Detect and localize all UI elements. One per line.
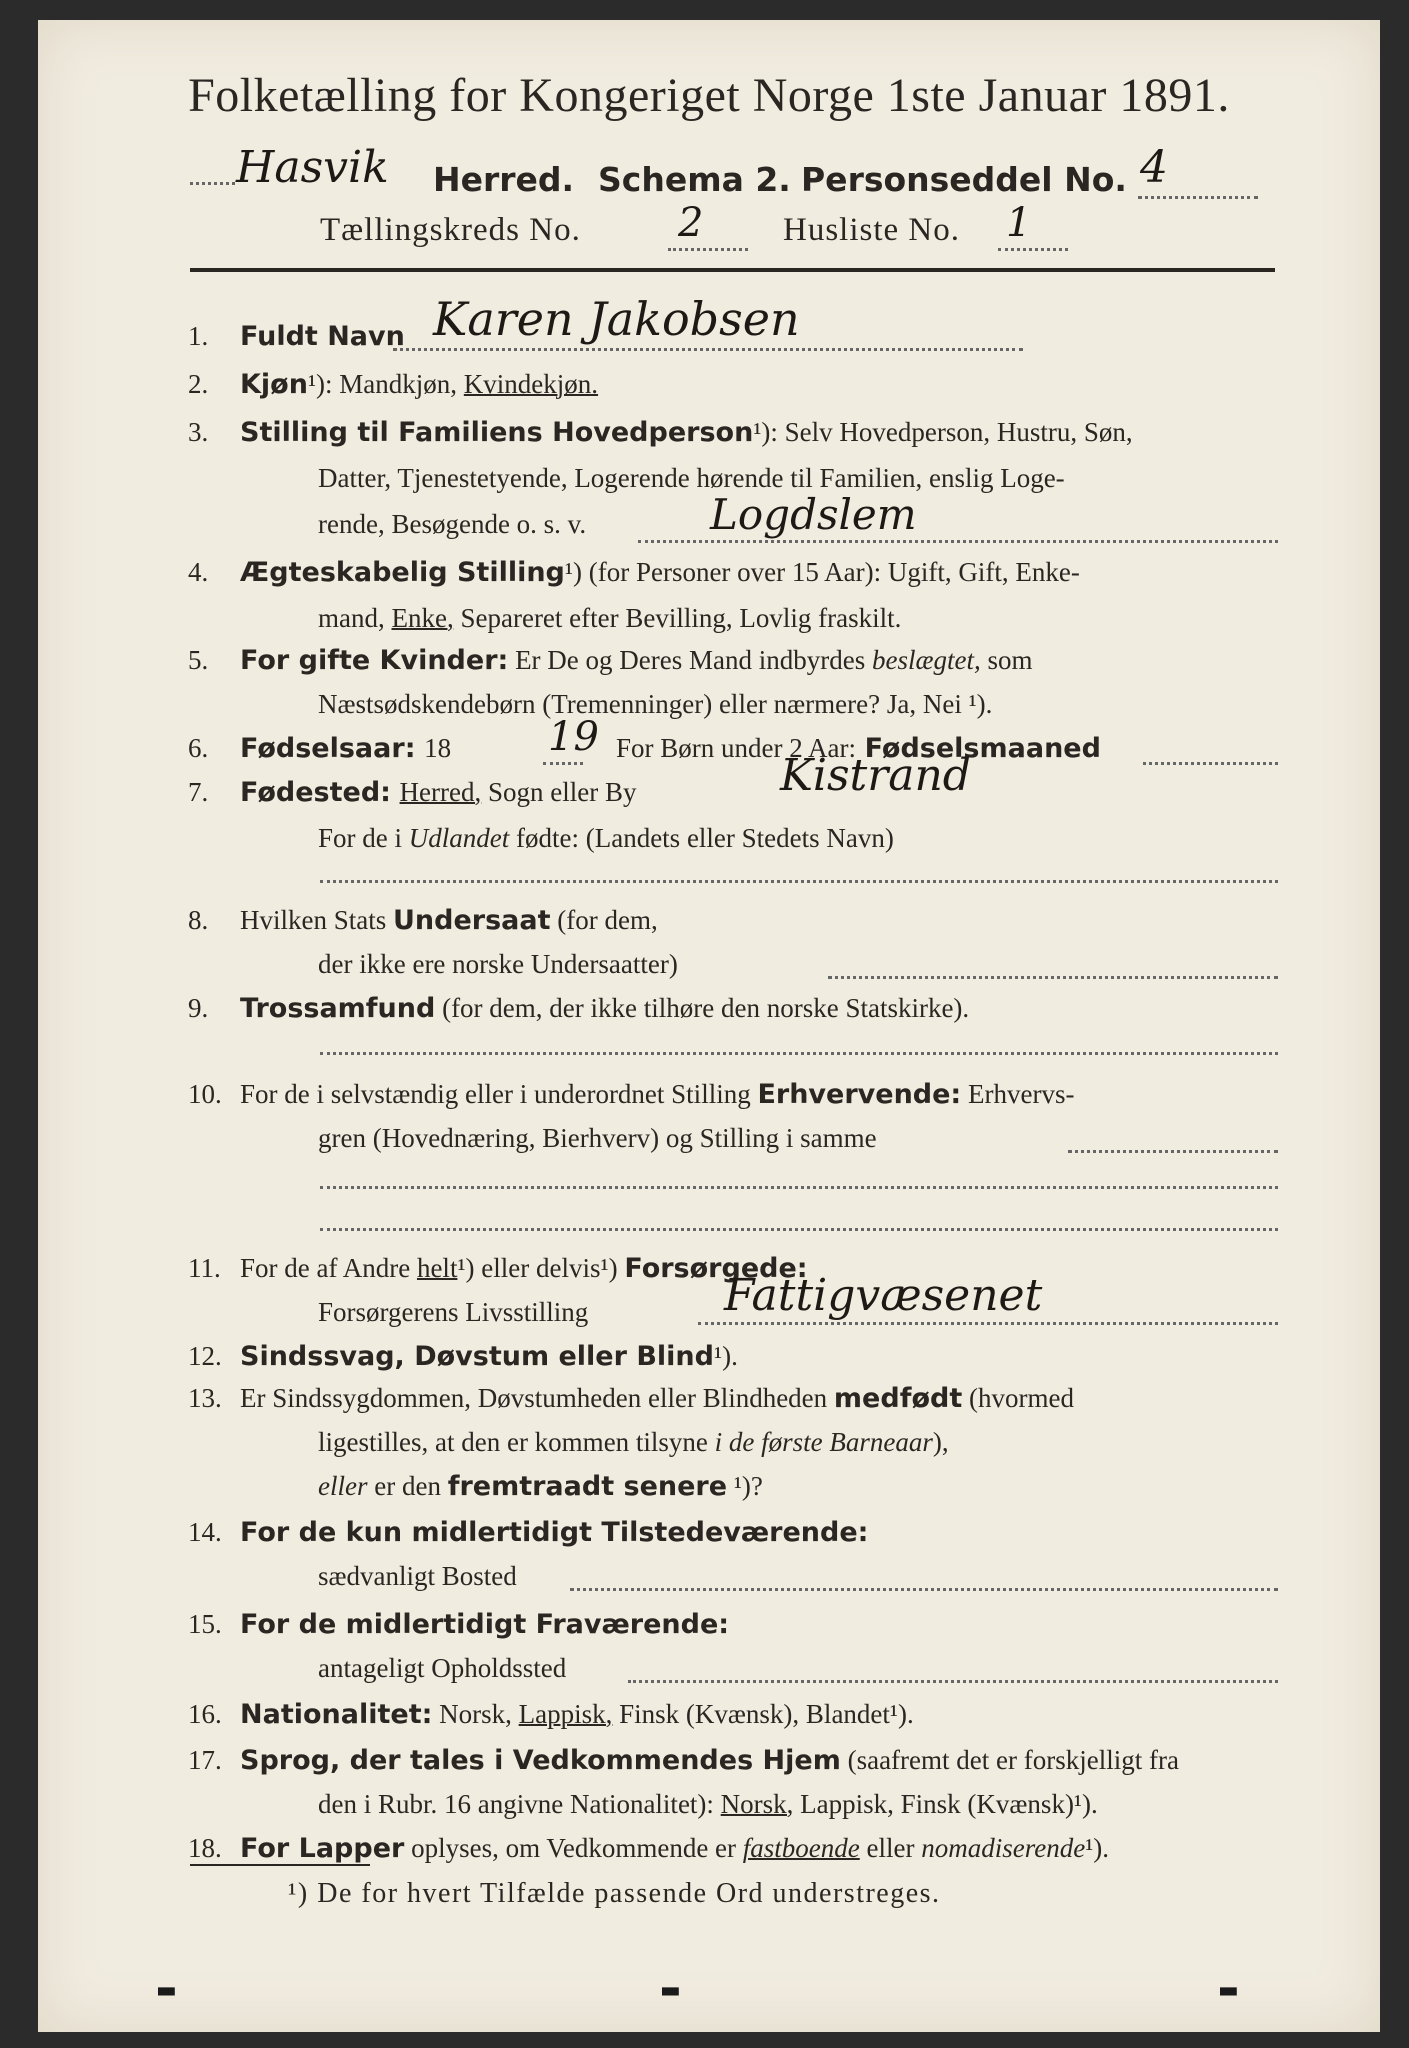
question-6: 6. Fødselsaar: 18: [188, 733, 452, 764]
question-5: 5. For gifte Kvinder: Er De og Deres Mand indbyrdes beslægtet, som: [188, 645, 1033, 676]
question-13-line3: eller er den fremtraadt senere ¹)?: [318, 1471, 763, 1502]
census-form: [38, 20, 1380, 2032]
question-2: 2. Kjøn¹): Mandkjøn, Kvindekjøn.: [188, 369, 599, 400]
question-10-line2: gren (Hovednæring, Bierhverv) og Stilling i samme: [318, 1123, 877, 1153]
question-12: 12. Sindssvag, Døvstum eller Blind¹).: [188, 1341, 738, 1372]
personseddel-label: Personseddel No.: [801, 160, 1127, 199]
birthplace-answer: Kistrand: [780, 750, 971, 801]
question-10: 10. For de i selvstændig eller i underordnet Stilling Erhvervende: Erhvervs-: [188, 1079, 1075, 1110]
birth-year-dotted-line: [543, 760, 583, 765]
husliste-label: Husliste No.: [783, 212, 960, 248]
occupation-dotted-line-1: [1068, 1148, 1278, 1153]
position-answer: Logdslem: [710, 490, 917, 539]
question-15-line2: antageligt Opholdssted: [318, 1653, 567, 1683]
question-8: 8. Hvilken Stats Undersaat (for dem,: [188, 905, 658, 936]
question-3-line3: rende, Besøgende o. s. v.: [318, 509, 587, 539]
provider-answer: Fattigvæsenet: [724, 1270, 1043, 1321]
footnote: ¹) De for hvert Tilfælde passende Ord understreges.: [288, 1878, 941, 1909]
question-11-line2: Forsørgerens Livsstilling: [318, 1297, 589, 1327]
question-14-line2: sædvanligt Bosted: [318, 1561, 517, 1591]
birth-year-answer: 19: [548, 714, 599, 760]
herred-dotted-line: [190, 180, 235, 185]
question-14: 14. For de kun midlertidigt Tilstedeværende:: [188, 1517, 869, 1548]
binding-mark-right: ▬: [1218, 1978, 1239, 2003]
citizenship-dotted-line: [828, 974, 1278, 979]
question-13-line2: ligestilles, at den er kommen tilsyne i de første Barneaar),: [318, 1427, 949, 1457]
kreds-value: 2: [678, 200, 704, 246]
question-17-line2: den i Rubr. 16 angivne Nationalitet): Norsk, Lappisk, Finsk (Kvænsk)¹).: [318, 1789, 1098, 1819]
question-16: 16. Nationalitet: Norsk, Lappisk, Finsk (Kvænsk), Blandet¹).: [188, 1699, 914, 1730]
question-4: 4. Ægteskabelig Stilling¹) (for Personer over 15 Aar): Ugift, Gift, Enke-: [188, 557, 1080, 588]
whereabouts-dotted-line: [628, 1678, 1278, 1683]
question-9: 9. Trossamfund (for dem, der ikke tilhøre den norske Statskirke).: [188, 993, 970, 1024]
question-13: 13. Er Sindssygdommen, Døvstumheden eller Blindheden medfødt (hvormed: [188, 1383, 1074, 1414]
husliste-dotted-line: [998, 246, 1068, 251]
question-7: 7. Fødested: Herred, Sogn eller By: [188, 777, 637, 808]
form-title: Folketælling for Kongeriget Norge 1ste Januar 1891.: [188, 69, 1230, 122]
schema-label: Schema 2.: [598, 160, 791, 199]
provider-dotted-line: [698, 1320, 1278, 1325]
question-5-line2: Næstsødskendebørn (Tremenninger) eller nærmere? Ja, Nei ¹).: [318, 689, 993, 719]
question-4-line2: mand, Enke, Separeret efter Bevilling, Lovlig fraskilt.: [318, 603, 902, 633]
footnote-rule: [190, 1864, 370, 1866]
question-1: 1. Fuldt Navn: [188, 321, 405, 352]
binding-mark-center: ▬: [660, 1978, 681, 2003]
question-3: 3. Stilling til Familiens Hovedperson¹): Selv Hovedperson, Hustru, Søn,: [188, 417, 1133, 448]
name-dotted-line: [393, 346, 1023, 351]
personseddel-value: 4: [1140, 142, 1168, 193]
herred-label: Herred.: [433, 160, 575, 199]
binding-mark-left: ▬: [156, 1978, 177, 2003]
kreds-label: Tællingskreds No.: [320, 212, 581, 248]
position-dotted-line: [638, 538, 1278, 543]
occupation-dotted-line-2: [320, 1184, 1278, 1189]
question-6-infant: For Børn under 2 Aar: Fødselsmaaned: [616, 733, 1101, 764]
question-11: 11. For de af Andre helt¹) eller delvis¹) Forsørgede:: [188, 1253, 808, 1284]
question-18: 18. For Lapper oplyses, om Vedkommende er fastboende eller nomadiserende¹).: [188, 1833, 1110, 1864]
question-8-line2: der ikke ere norske Undersaatter): [318, 949, 678, 979]
foreign-birthplace-dotted-line: [320, 878, 1278, 883]
header-rule: [190, 268, 1275, 272]
question-3-line2: Datter, Tjenestetyende, Logerende hørende til Familien, enslig Loge-: [318, 463, 1065, 493]
residence-dotted-line: [570, 1586, 1278, 1591]
name-answer: Karen Jakobsen: [433, 292, 800, 346]
husliste-value: 1: [1006, 200, 1032, 246]
herred-value: Hasvik: [236, 142, 389, 193]
question-17: 17. Sprog, der tales i Vedkommendes Hjem (saafremt det er forskjelligt fra: [188, 1745, 1179, 1776]
birth-month-dotted-line: [1143, 760, 1278, 765]
religion-dotted-line: [320, 1050, 1278, 1055]
kreds-dotted-line: [668, 246, 748, 251]
question-7-line2: For de i Udlandet fødte: (Landets eller Stedets Navn): [318, 823, 894, 853]
question-15: 15. For de midlertidigt Fraværende:: [188, 1609, 730, 1640]
occupation-dotted-line-3: [320, 1226, 1278, 1231]
personseddel-dotted-line: [1138, 194, 1258, 199]
